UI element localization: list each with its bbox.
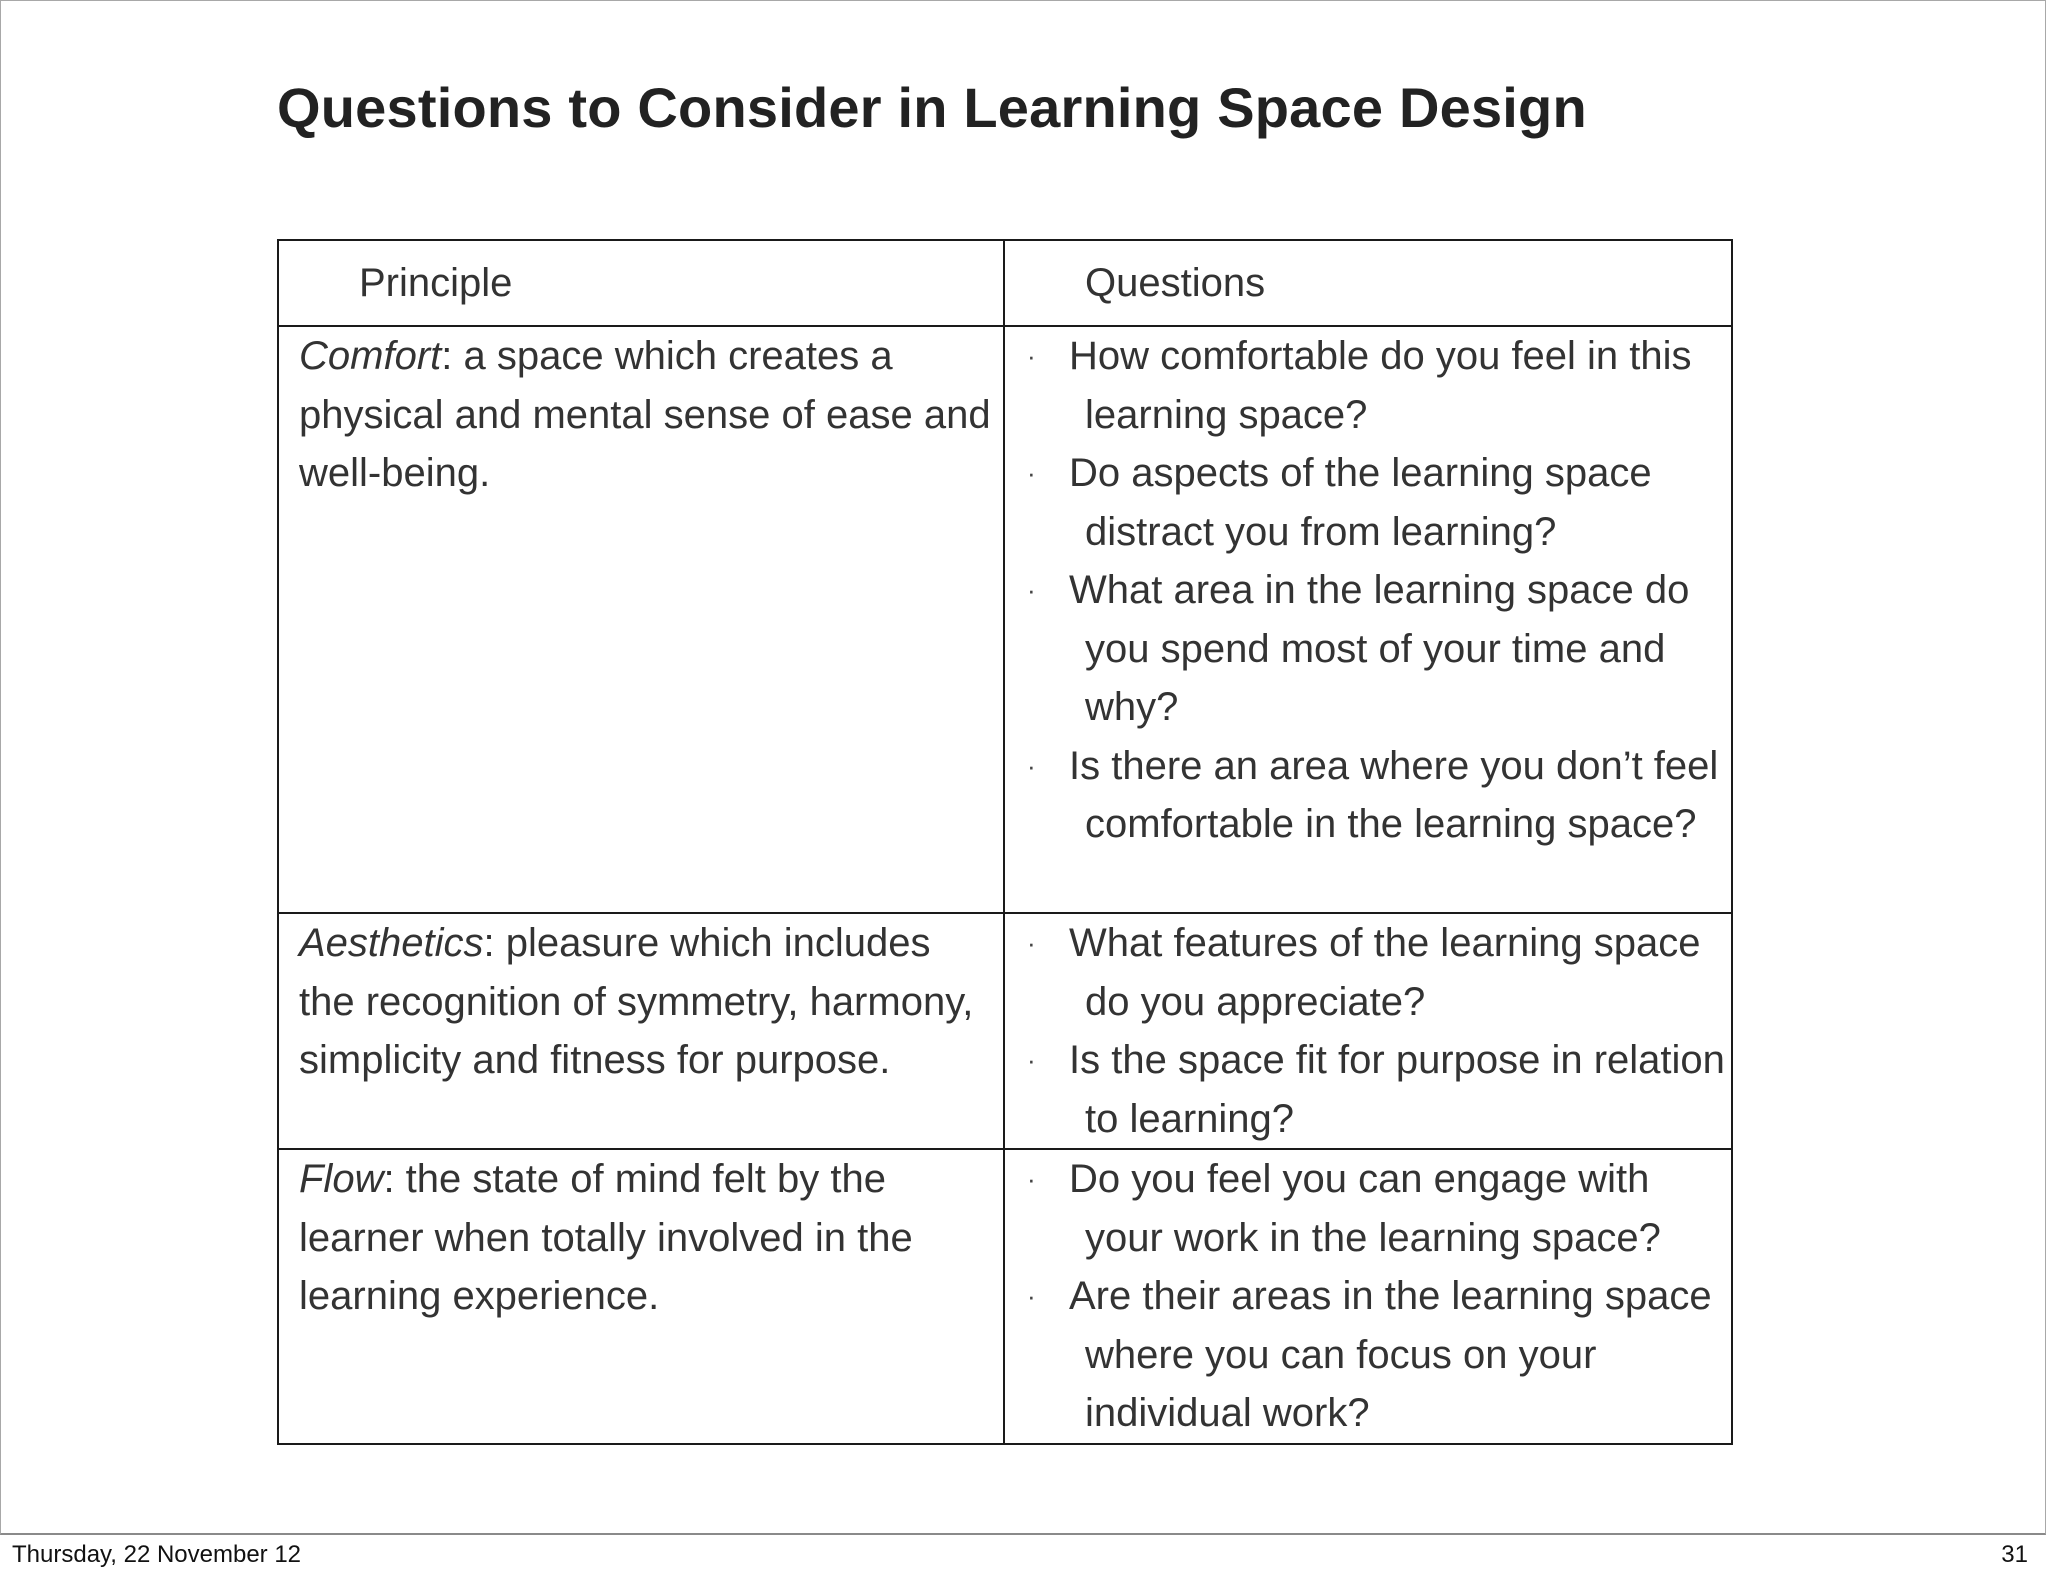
questions-cell	[1004, 326, 1732, 913]
bullet-icon: ·	[1027, 458, 1036, 488]
question-item	[1021, 1150, 1731, 1267]
question-list	[1021, 1150, 1731, 1443]
question-list	[1021, 914, 1731, 1148]
principle-term: Flow	[299, 1157, 384, 1201]
bullet-icon: ·	[1027, 1045, 1036, 1075]
question-text: What features of the learning space do you appreciate?	[1069, 921, 1701, 1024]
bullet-icon: ·	[1027, 928, 1036, 958]
principle-term: Comfort	[299, 334, 442, 378]
bullet-icon: ·	[1027, 1164, 1036, 1194]
bullet-icon: ·	[1027, 341, 1036, 371]
table-row	[278, 1149, 1732, 1444]
slide-title: Questions to Consider in Learning Space Design	[277, 76, 1587, 139]
question-item	[1021, 444, 1731, 561]
question-item	[1021, 561, 1731, 737]
table-row	[278, 913, 1732, 1149]
bullet-icon: ·	[1027, 750, 1036, 781]
header-questions: Questions	[1004, 240, 1732, 326]
principle-cell	[278, 913, 1004, 1149]
bullet-icon: ·	[1027, 575, 1036, 605]
footer-page-number: 31	[2001, 1541, 2028, 1568]
question-item	[1021, 737, 1731, 854]
question-item	[1021, 1267, 1731, 1443]
principle-cell	[278, 326, 1004, 913]
table-header-row	[278, 240, 1732, 326]
question-text: Is there an area where you don’t feel comfortable in the learning space?	[1069, 743, 1719, 846]
question-text: What area in the learning space do you spend most of your time and why?	[1069, 568, 1690, 729]
table-row	[278, 326, 1732, 913]
principle-definition: : pleasure which includes the recognition of symmetry, harmony, simplicity and fitness for purpose.	[299, 921, 974, 1082]
principle-term: Aesthetics	[299, 921, 484, 965]
principle-definition: : the state of mind felt by the learner when totally involved in the learning experience.	[299, 1157, 913, 1318]
question-text: How comfortable do you feel in this learning space?	[1069, 334, 1692, 437]
header-principle: Principle	[278, 240, 1004, 326]
bullet-icon: ·	[1027, 1281, 1036, 1311]
principles-table	[277, 239, 1733, 1445]
question-item	[1021, 327, 1731, 444]
questions-cell	[1004, 1149, 1732, 1444]
question-item	[1021, 914, 1731, 1031]
question-text: Is the space fit for purpose in relation to learning?	[1069, 1038, 1725, 1141]
question-item	[1021, 1031, 1731, 1148]
question-list	[1021, 327, 1731, 854]
question-text: Do aspects of the learning space distract you from learning?	[1069, 451, 1652, 554]
question-text: Do you feel you can engage with your work in the learning space?	[1069, 1157, 1661, 1260]
footer-date: Thursday, 22 November 12	[12, 1541, 302, 1568]
questions-cell	[1004, 913, 1732, 1149]
principle-cell	[278, 1149, 1004, 1444]
question-text: Are their areas in the learning space where you can focus on your individual work?	[1069, 1274, 1712, 1435]
principle-definition: : a space which creates a physical and mental sense of ease and well-being.	[299, 334, 991, 495]
